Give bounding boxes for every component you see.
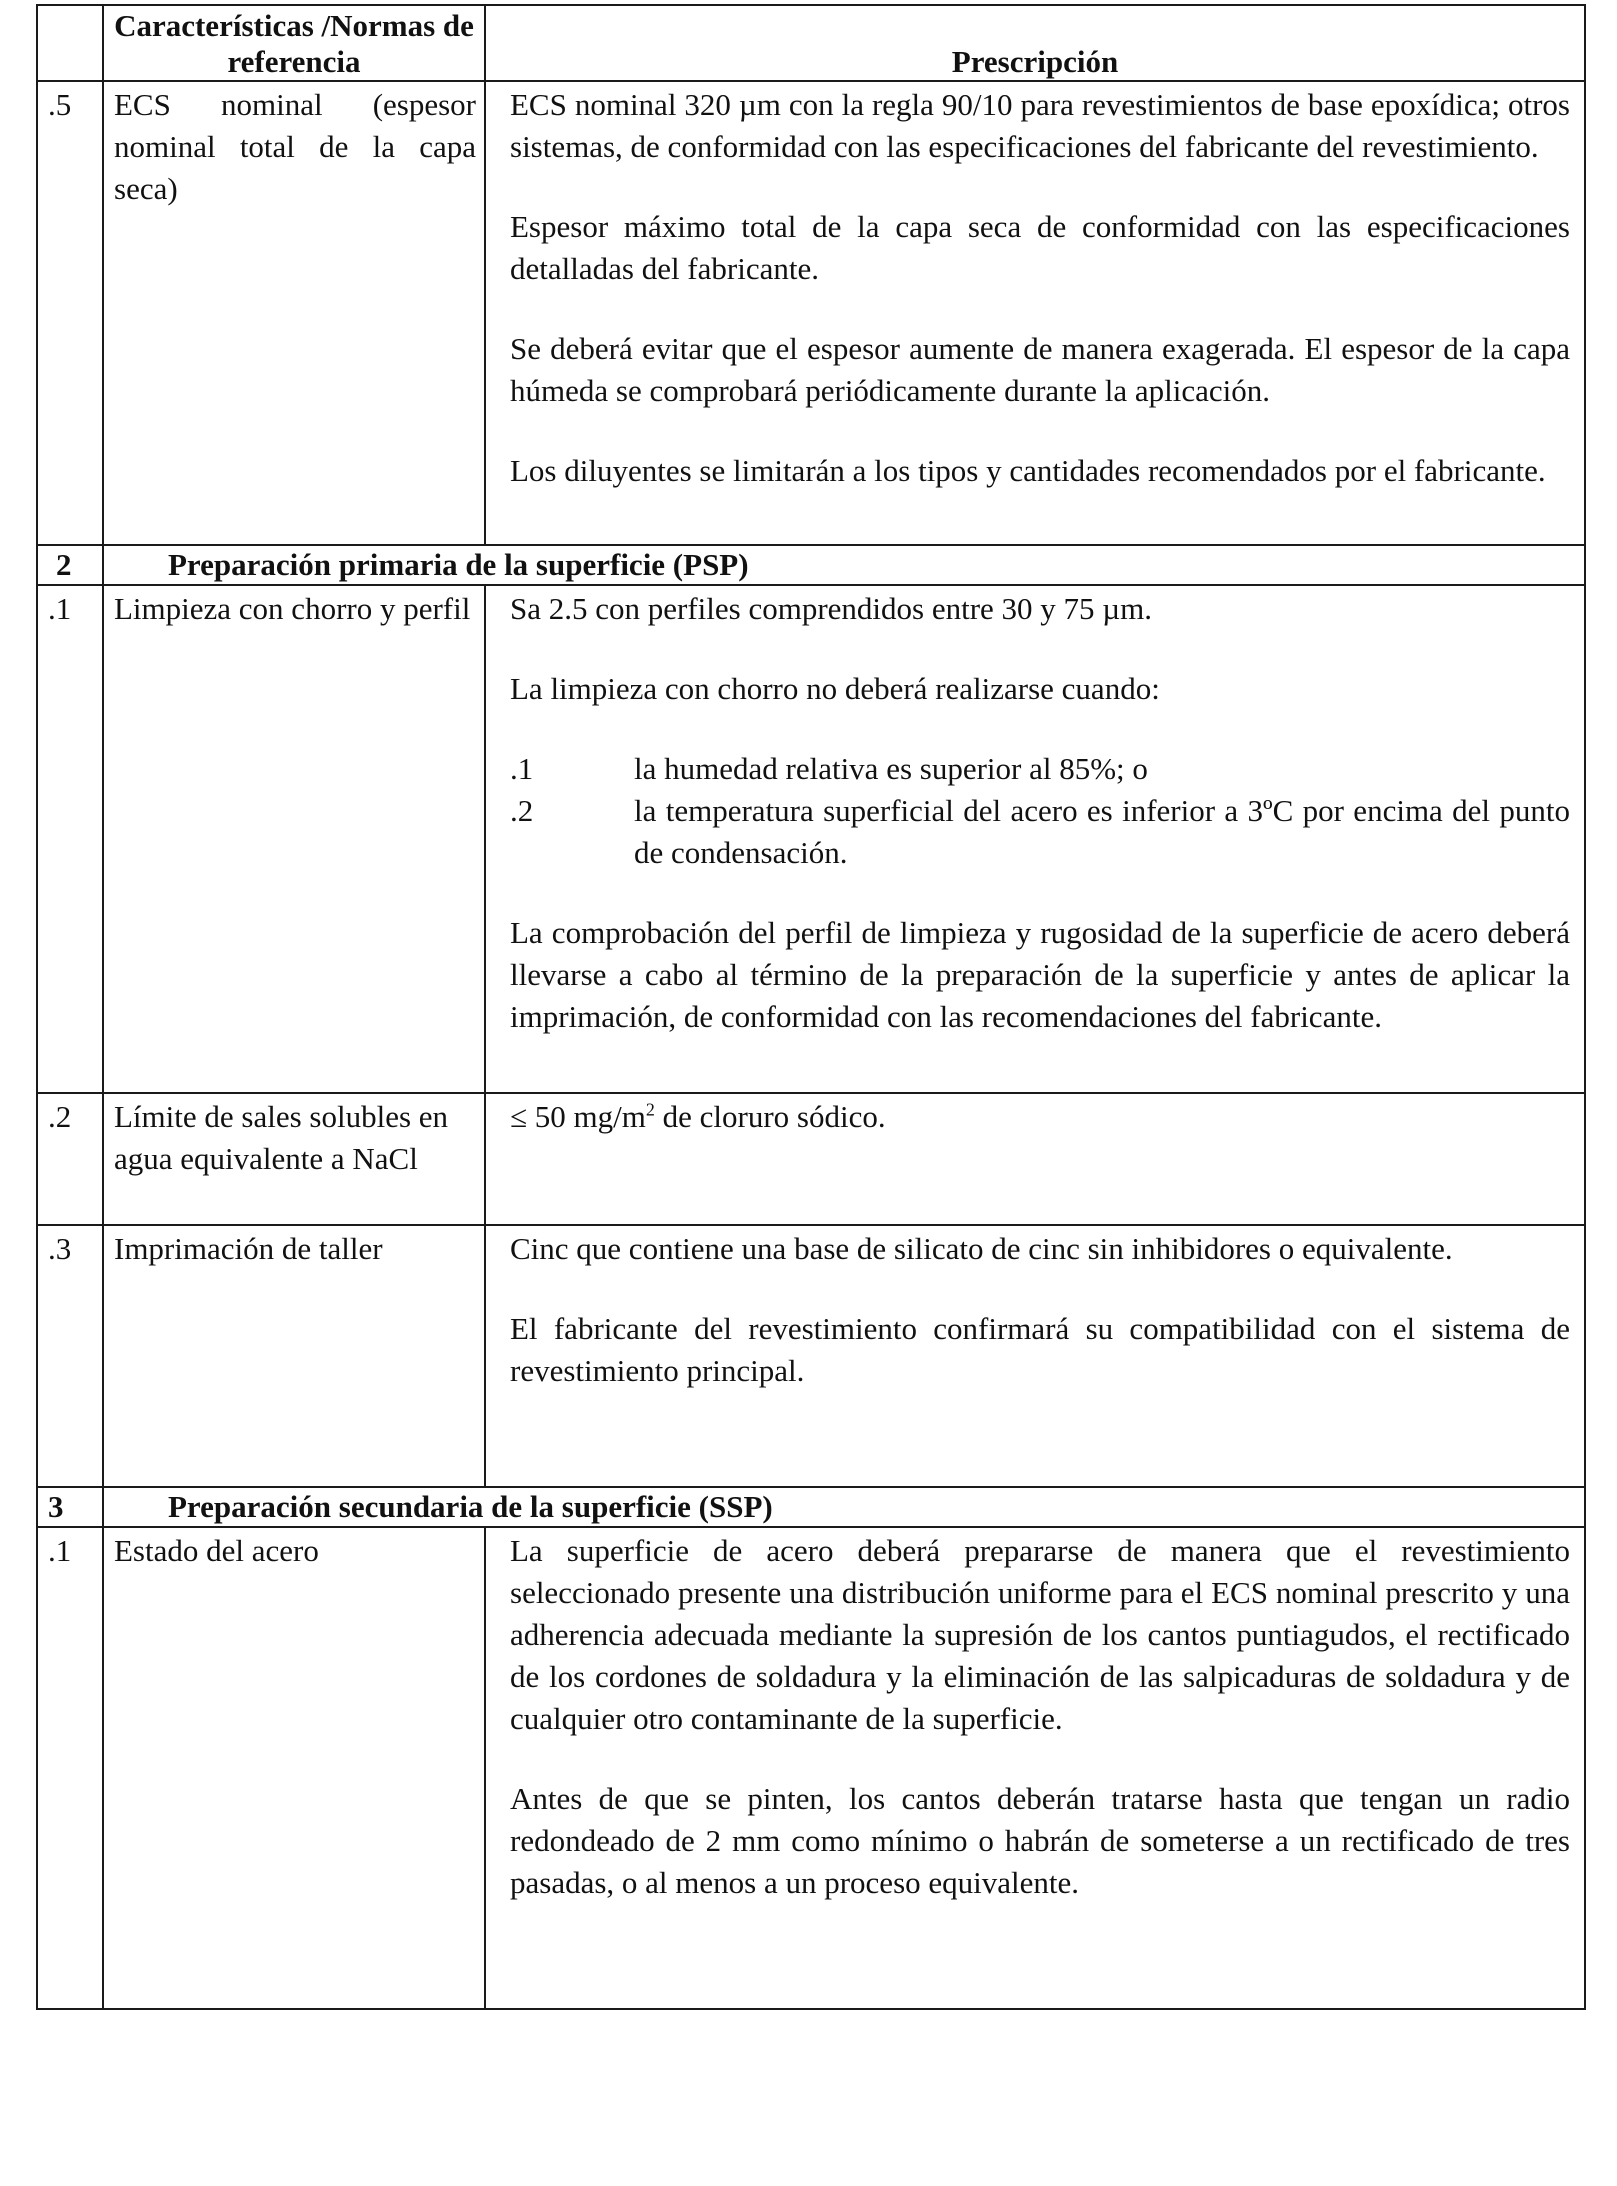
table-row bbox=[37, 1225, 1585, 1487]
table-header-row bbox=[37, 5, 1585, 81]
prescription-paragraph: La comprobación del perfil de limpieza y rugosidad de la superficie de acero deberá llevarse a cabo al término de la preparación de la superficie y antes de aplicar la imprimación, de conformidad con las recomendaciones del fabricante. bbox=[510, 915, 1570, 1034]
row-number: .1 bbox=[37, 585, 103, 1093]
section-title: Preparación secundaria de la superficie (SSP) bbox=[103, 1487, 1585, 1527]
prescription-paragraph: Cinc que contiene una base de silicato de cinc sin inhibidores o equivalente. bbox=[510, 1231, 1453, 1266]
row-characteristic: ECS nominal (espesor nominal total de la capa seca) bbox=[103, 81, 485, 545]
section-title: Preparación primaria de la superficie (PSP) bbox=[103, 545, 1585, 585]
list-item-number: .1 bbox=[510, 751, 534, 786]
row-prescription bbox=[485, 585, 1585, 1093]
row-number: .1 bbox=[37, 1527, 103, 2009]
row-prescription bbox=[485, 1225, 1585, 1487]
limit-value: ≤ 50 mg/m bbox=[510, 1099, 646, 1134]
prescription-paragraph bbox=[510, 1096, 1570, 1138]
limit-exponent: 2 bbox=[645, 1099, 655, 1120]
list-item-number: .2 bbox=[510, 793, 534, 828]
header-prescription: Prescripción bbox=[485, 5, 1585, 81]
list-item-text: la temperatura superficial del acero es inferior a 3ºC por encima del punto de condensación. bbox=[634, 793, 1570, 870]
prescription-paragraph: Sa 2.5 con perfiles comprendidos entre 30 y 75 µm. bbox=[510, 591, 1153, 626]
specification-table bbox=[36, 4, 1586, 2010]
row-characteristic: Imprimación de taller bbox=[103, 1225, 485, 1487]
row-characteristic: Estado del acero bbox=[103, 1527, 485, 2009]
row-prescription bbox=[485, 81, 1585, 545]
list-item-text: la humedad relativa es superior al 85%; o bbox=[634, 751, 1148, 786]
list-item bbox=[510, 790, 1570, 874]
row-prescription bbox=[485, 1093, 1585, 1225]
prescription-paragraph: Antes de que se pinten, los cantos deberán tratarse hasta que tengan un radio redondeado de 2 mm como mínimo o habrán de someterse a un rectificado de tres pasadas, o al menos a un proceso equivalente. bbox=[510, 1781, 1570, 1900]
prescription-paragraph: Los diluyentes se limitarán a los tipos y cantidades recomendados por el fabricante. bbox=[510, 453, 1546, 488]
section-heading-row bbox=[37, 1487, 1585, 1527]
prescription-paragraph: La limpieza con chorro no deberá realizarse cuando: bbox=[510, 671, 1160, 706]
condition-list bbox=[510, 748, 1570, 874]
section-number: 2 bbox=[37, 545, 103, 585]
row-number: .5 bbox=[37, 81, 103, 545]
prescription-paragraph: ECS nominal 320 µm con la regla 90/10 para revestimientos de base epoxídica; otros sistemas, de conformidad con las especificaciones del fabricante del revestimiento. bbox=[510, 87, 1570, 164]
limit-unit-text: de cloruro sódico. bbox=[654, 1099, 886, 1134]
prescription-paragraph: Espesor máximo total de la capa seca de conformidad con las especificaciones detalladas del fabricante. bbox=[510, 209, 1570, 286]
prescription-paragraph: La superficie de acero deberá prepararse de manera que el revestimiento seleccionado presente una distribución uniforme para el ECS nominal prescrito y una adherencia adecuada mediante la supresión de los cantos puntiagudos, el rectificado de los cordones de soldadura y la eliminación de las salpicaduras de soldadura y de cualquier otro contaminante de la superficie. bbox=[510, 1533, 1570, 1736]
row-characteristic: Límite de sales solubles en agua equivalente a NaCl bbox=[103, 1093, 485, 1225]
prescription-paragraph: Se deberá evitar que el espesor aumente de manera exagerada. El espesor de la capa húmeda se comprobará periódicamente durante la aplicación. bbox=[510, 331, 1570, 408]
prescription-paragraph: El fabricante del revestimiento confirmará su compatibilidad con el sistema de revestimiento principal. bbox=[510, 1311, 1570, 1388]
section-heading-row bbox=[37, 545, 1585, 585]
row-prescription bbox=[485, 1527, 1585, 2009]
section-number: 3 bbox=[37, 1487, 103, 1527]
list-item bbox=[510, 748, 1570, 790]
row-number: .3 bbox=[37, 1225, 103, 1487]
header-number-cell bbox=[37, 5, 103, 81]
header-characteristics: Características /Normas de referencia bbox=[103, 5, 485, 81]
table-row bbox=[37, 1093, 1585, 1225]
table-row bbox=[37, 585, 1585, 1093]
row-characteristic: Limpieza con chorro y perfil bbox=[103, 585, 485, 1093]
table-row bbox=[37, 1527, 1585, 2009]
row-number: .2 bbox=[37, 1093, 103, 1225]
table-row bbox=[37, 81, 1585, 545]
